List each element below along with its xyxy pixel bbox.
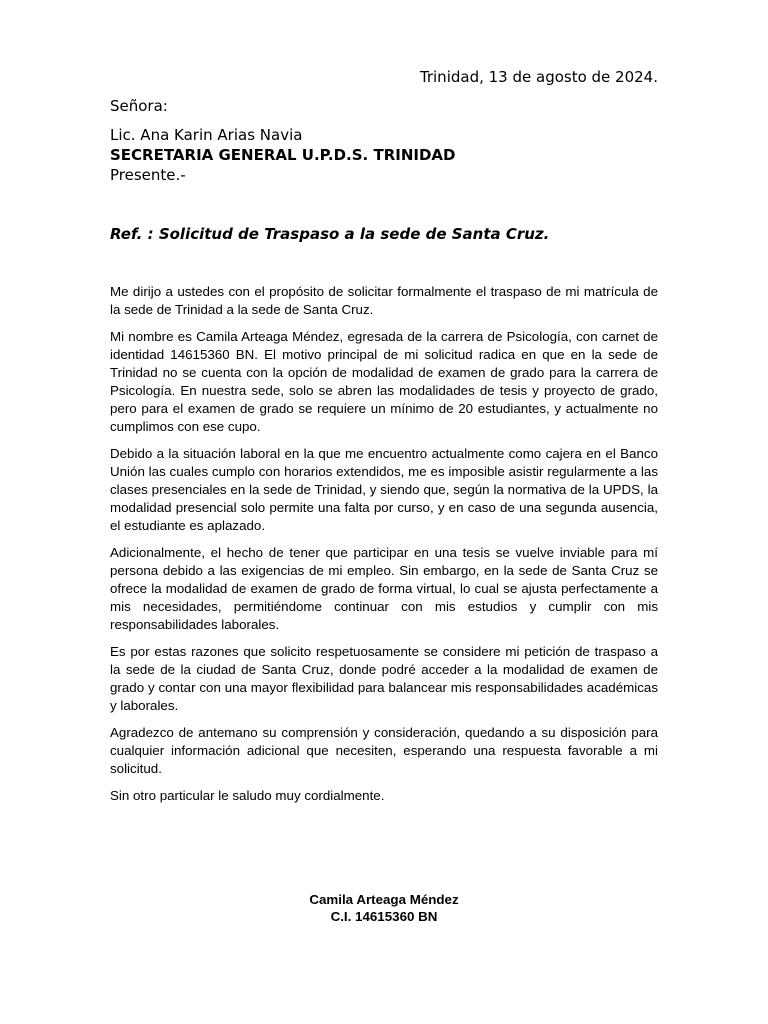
- body-paragraph: Adicionalmente, el hecho de tener que participar en una tesis se vuelve inviable para mí persona debido a las exigencias de mi empleo. Sin embargo, en la sede de Santa Cruz se ofrece la modalidad de examen de grado de forma virtual, lo cual se ajusta perfectamente a mis necesidades, permitiéndome continuar con mis estudios y cumplir con mis responsabilidades laborales.: [110, 545, 658, 632]
- presente-line: Presente.-: [110, 166, 186, 184]
- closing-paragraph: Sin otro particular le saludo muy cordialmente.: [110, 788, 385, 803]
- body-paragraph: Agradezco de antemano su comprensión y consideración, quedando a su disposición para cualquier información adicional que necesiten, esperando una respuesta favorable a mi solicitud.: [110, 725, 658, 776]
- body-paragraph: Mi nombre es Camila Arteaga Méndez, egresada de la carrera de Psicología, con carnet de identidad 14615360 BN. El motivo principal de mi solicitud radica en que en la sede de Trinidad no se cuenta con la opción de modalidad de examen de grado para la carrera de Psicología. En nuestra sede, solo se abren las modalidades de tesis y proyecto de grado, pero para el examen de grado se requiere un mínimo de 20 estudiantes, y actualmente no cumplimos con ese cupo.: [110, 329, 658, 434]
- reference-line: Ref. : Solicitud de Traspaso a la sede de Santa Cruz.: [110, 225, 550, 243]
- letter-date: Trinidad, 13 de agosto de 2024.: [419, 68, 658, 86]
- salutation: Señora:: [110, 97, 168, 115]
- recipient-title: SECRETARIA GENERAL U.P.D.S. TRINIDAD: [110, 146, 456, 164]
- recipient-name: Lic. Ana Karin Arias Navia: [110, 126, 303, 144]
- body-paragraph: Me dirijo a ustedes con el propósito de solicitar formalmente el traspaso de mi matrícula de la sede de Trinidad a la sede de Santa Cruz.: [110, 284, 658, 317]
- letter-body: [110, 283, 658, 814]
- signature-id: C.I. 14615360 BN: [330, 909, 438, 924]
- body-paragraph: Es por estas razones que solicito respetuosamente se considere mi petición de traspaso a la sede de la ciudad de Santa Cruz, donde podré acceder a la modalidad de examen de grado y contar con una mayor flexibilidad para balancear mis responsabilidades académicas y laborales.: [110, 644, 658, 713]
- signature-block: [110, 891, 658, 925]
- body-paragraph: Debido a la situación laboral en la que me encuentro actualmente como cajera en el Banco Unión las cuales cumplo con horarios extendidos, me es imposible asistir regularmente a las clases presenciales en la sede de Trinidad, y siendo que, según la normativa de la UPDS, la modalidad presencial solo permite una falta por curso, y en caso de una segunda ausencia, el estudiante es aplazado.: [110, 446, 658, 533]
- signature-name: Camila Arteaga Méndez: [309, 892, 459, 907]
